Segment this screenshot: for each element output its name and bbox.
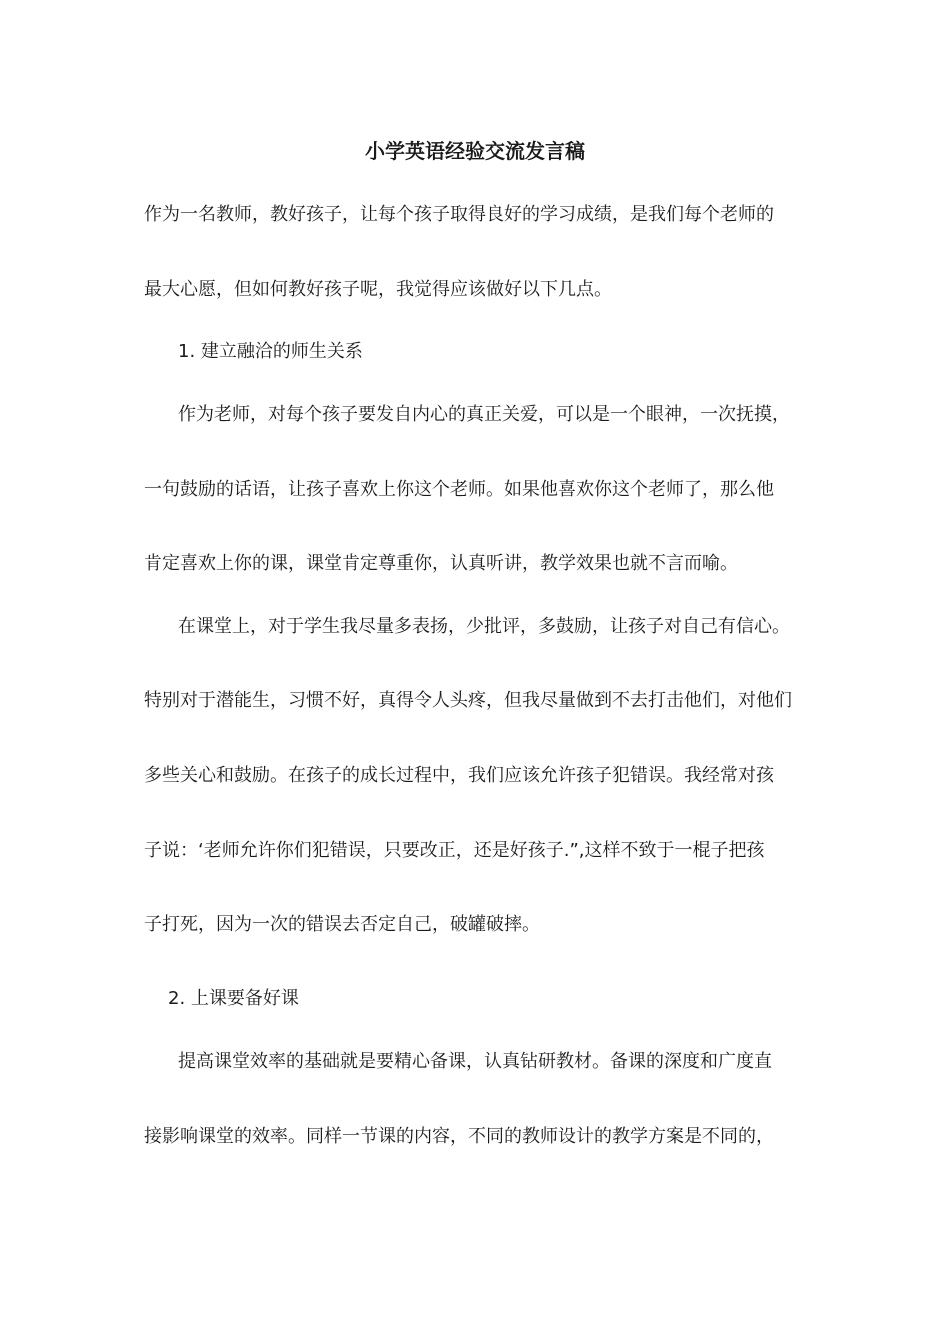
document-title: 小学英语经验交流发言稿 — [365, 139, 585, 163]
paragraph-line: 特别对于潜能生，习惯不好，真得令人头疼，但我尽量做到不去打击他们，对他们 — [144, 690, 792, 711]
paragraph-line: 多些关心和鼓励。在孩子的成长过程中，我们应该允许孩子犯错误。我经常对孩 — [144, 765, 774, 786]
paragraph-line: 肯定喜欢上你的课，课堂肯定尊重你，认真听讲，教学效果也就不言而喻。 — [144, 553, 738, 574]
paragraph-line: 子打死，因为一次的错误去否定自己，破罐破摔。 — [144, 914, 540, 935]
paragraph-line: 一句鼓励的话语，让孩子喜欢上你这个老师。如果他喜欢你这个老师了，那么他 — [144, 479, 774, 500]
section-heading: 2. 上课要备好课 — [168, 988, 299, 1009]
paragraph-line: 子说：‘老师允许你们犯错误，只要改正，还是好孩子.”,这样不致于一棍子把孩 — [144, 840, 765, 861]
paragraph-line: 作为老师，对每个孩子要发自内心的真正关爱，可以是一个眼神，一次抚摸， — [178, 404, 790, 425]
paragraph-line: 最大心愿，但如何教好孩子呢，我觉得应该做好以下几点。 — [144, 279, 612, 300]
paragraph-line: 作为一名教师，教好孩子，让每个孩子取得良好的学习成绩，是我们每个老师的 — [144, 204, 774, 225]
paragraph-line: 提高课堂效率的基础就是要精心备课，认真钻研教材。备课的深度和广度直 — [178, 1051, 772, 1072]
paragraph-line: 接影响课堂的效率。同样一节课的内容，不同的教师设计的教学方案是不同的， — [144, 1126, 774, 1147]
section-heading: 1. 建立融洽的师生关系 — [178, 341, 363, 362]
paragraph-line: 在课堂上，对于学生我尽量多表扬，少批评，多鼓励，让孩子对自己有信心。 — [178, 616, 790, 637]
